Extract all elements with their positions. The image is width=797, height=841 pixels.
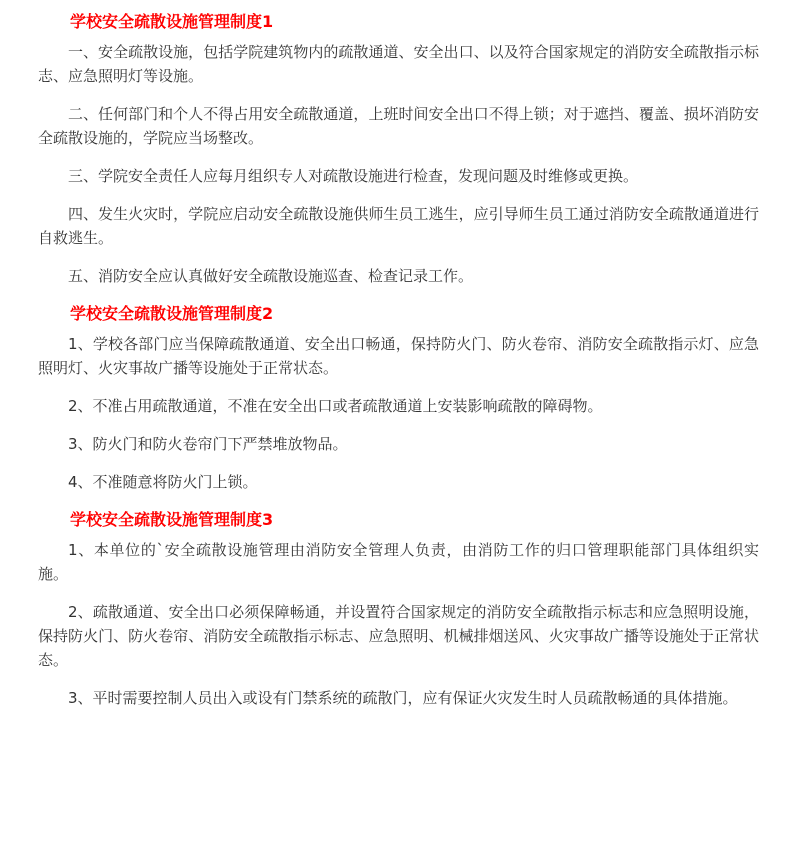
paragraph: 2、疏散通道、安全出口必须保障畅通，并设置符合国家规定的消防安全疏散指示标志和应急照明设施，保持防火门、防火卷帘、消防安全疏散指示标志、应急照明、机械排烟送风、火灾事故广播等设施处于正常状态。 [38, 603, 759, 669]
paragraph: 二、任何部门和个人不得占用安全疏散通道，上班时间安全出口不得上锁；对于遮挡、覆盖、损坏消防安全疏散设施的，学院应当场整改。 [38, 105, 759, 147]
paragraph: 1、学校各部门应当保障疏散通道、安全出口畅通，保持防火门、防火卷帘、消防安全疏散指示灯、应急照明灯、火灾事故广播等设施处于正常状态。 [38, 335, 759, 377]
paragraph: 3、平时需要控制人员出入或设有门禁系统的疏散门，应有保证火灾发生时人员疏散畅通的具体措施。 [68, 689, 738, 707]
section-title: 学校安全疏散设施管理制度2 [70, 304, 274, 323]
section-title: 学校安全疏散设施管理制度1 [70, 12, 274, 31]
section-2 [38, 302, 759, 494]
paragraph: 三、学院安全责任人应每月组织专人对疏散设施进行检查，发现问题及时维修或更换。 [68, 167, 639, 185]
paragraph: 五、消防安全应认真做好安全疏散设施巡查、检查记录工作。 [68, 267, 474, 285]
section-3 [38, 508, 759, 710]
section-1 [38, 10, 759, 288]
paragraph: 3、防火门和防火卷帘门下严禁堆放物品。 [68, 435, 348, 453]
paragraph: 4、不准随意将防火门上锁。 [68, 473, 258, 491]
paragraph: 2、不准占用疏散通道，不准在安全出口或者疏散通道上安装影响疏散的障碍物。 [68, 397, 603, 415]
section-title: 学校安全疏散设施管理制度3 [70, 510, 274, 529]
paragraph: 一、安全疏散设施，包括学院建筑物内的疏散通道、安全出口、以及符合国家规定的消防安全疏散指示标志、应急照明灯等设施。 [38, 43, 759, 85]
paragraph: 1、本单位的`安全疏散设施管理由消防安全管理人负责，由消防工作的归口管理职能部门具体组织实施。 [38, 541, 759, 583]
paragraph: 四、发生火灾时，学院应启动安全疏散设施供师生员工逃生，应引导师生员工通过消防安全疏散通道进行自救逃生。 [38, 205, 759, 247]
